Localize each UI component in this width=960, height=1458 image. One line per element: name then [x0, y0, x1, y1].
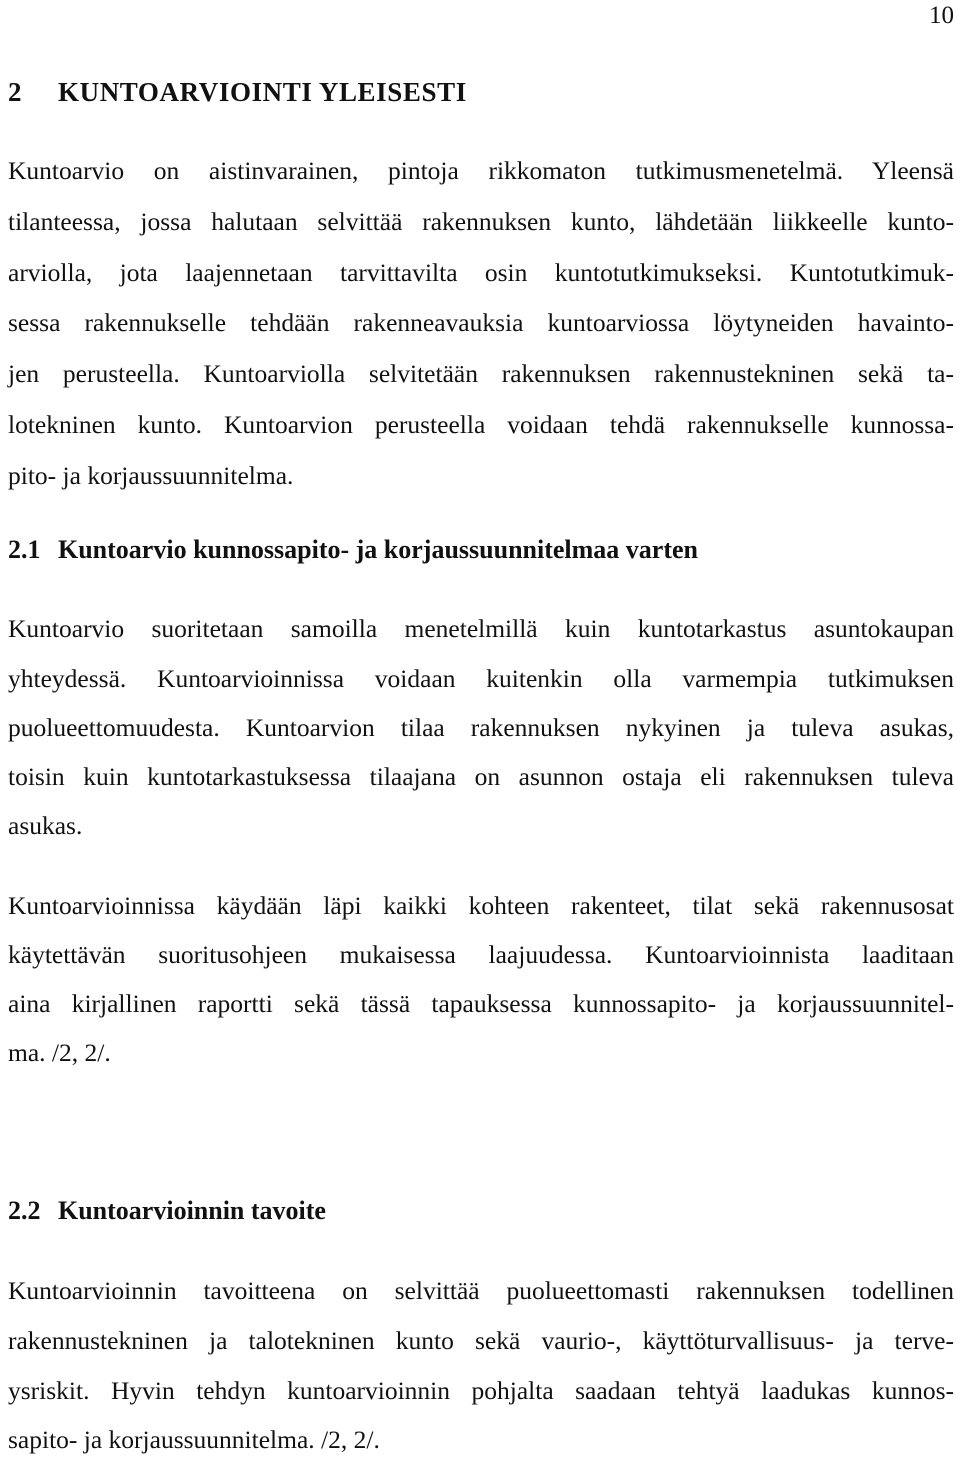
text-line: lotekninen kunto. Kuntoarvion perusteella voidaan tehdä rakennukselle kunnossa-: [8, 410, 954, 439]
text-line: Kuntoarvioinnissa käydään läpi kaikki kohteen rakenteet, tilat sekä rakennusosat: [8, 891, 954, 920]
chapter-heading: [8, 77, 467, 108]
section-heading-2-2: [8, 1196, 326, 1226]
text-line: tilanteessa, jossa halutaan selvittää rakennuksen kunto, lähdetään liikkeelle kunto-: [8, 207, 954, 236]
text-line: rakennustekninen ja talotekninen kunto sekä vaurio-, käyttöturvallisuus- ja terve-: [8, 1326, 954, 1355]
text-line: Kuntoarvio suoritetaan samoilla menetelmillä kuin kuntotarkastus asuntokaupan: [8, 614, 954, 643]
text-line: pito- ja korjaussuunnitelma.: [8, 461, 294, 490]
text-line: toisin kuin kuntotarkastuksessa tilaajana on asunnon ostaja eli rakennuksen tuleva: [8, 762, 954, 791]
page-number: 10: [929, 2, 954, 29]
text-line: ysriskit. Hyvin tehdyn kuntoarvioinnin pohjalta saadaan tehtyä laadukas kunnos-: [8, 1376, 954, 1405]
text-line: sessa rakennukselle tehdään rakenneavauksia kuntoarviossa löytyneiden havainto-: [8, 308, 954, 337]
section-heading-2-1: [8, 535, 698, 565]
text-line: yhteydessä. Kuntoarvioinnissa voidaan kuitenkin olla varmempia tutkimuksen: [8, 664, 954, 693]
section-number: 2.1: [8, 535, 41, 564]
section-title: Kuntoarvio kunnossapito- ja korjaussuunnitelmaa varten: [58, 535, 698, 564]
text-line: puolueettomuudesta. Kuntoarvion tilaa rakennuksen nykyinen ja tuleva asukas,: [8, 713, 954, 742]
text-line: sapito- ja korjaussuunnitelma. /2, 2/.: [8, 1425, 380, 1454]
text-line: jen perusteella. Kuntoarviolla selvitetään rakennuksen rakennustekninen sekä ta-: [8, 359, 954, 388]
text-line: Kuntoarvioinnin tavoitteena on selvittää puolueettomasti rakennuksen todellinen: [8, 1276, 954, 1305]
text-line: ma. /2, 2/.: [8, 1038, 111, 1067]
text-line: arviolla, jota laajennetaan tarvittavilta osin kuntotutkimukseksi. Kuntotutkimuk-: [8, 258, 954, 287]
section-title: Kuntoarvioinnin tavoite: [58, 1196, 326, 1225]
text-line: asukas.: [8, 811, 83, 840]
chapter-number: 2: [8, 77, 23, 107]
section-number: 2.2: [8, 1196, 41, 1225]
chapter-title: KUNTOARVIOINTI YLEISESTI: [58, 77, 467, 107]
text-line: käytettävän suoritusohjeen mukaisessa laajuudessa. Kuntoarvioinnista laaditaan: [8, 940, 954, 969]
text-line: aina kirjallinen raportti sekä tässä tapauksessa kunnossapito- ja korjaussuunnitel-: [8, 989, 954, 1018]
text-line: Kuntoarvio on aistinvarainen, pintoja rikkomaton tutkimusmenetelmä. Yleensä: [8, 156, 954, 185]
